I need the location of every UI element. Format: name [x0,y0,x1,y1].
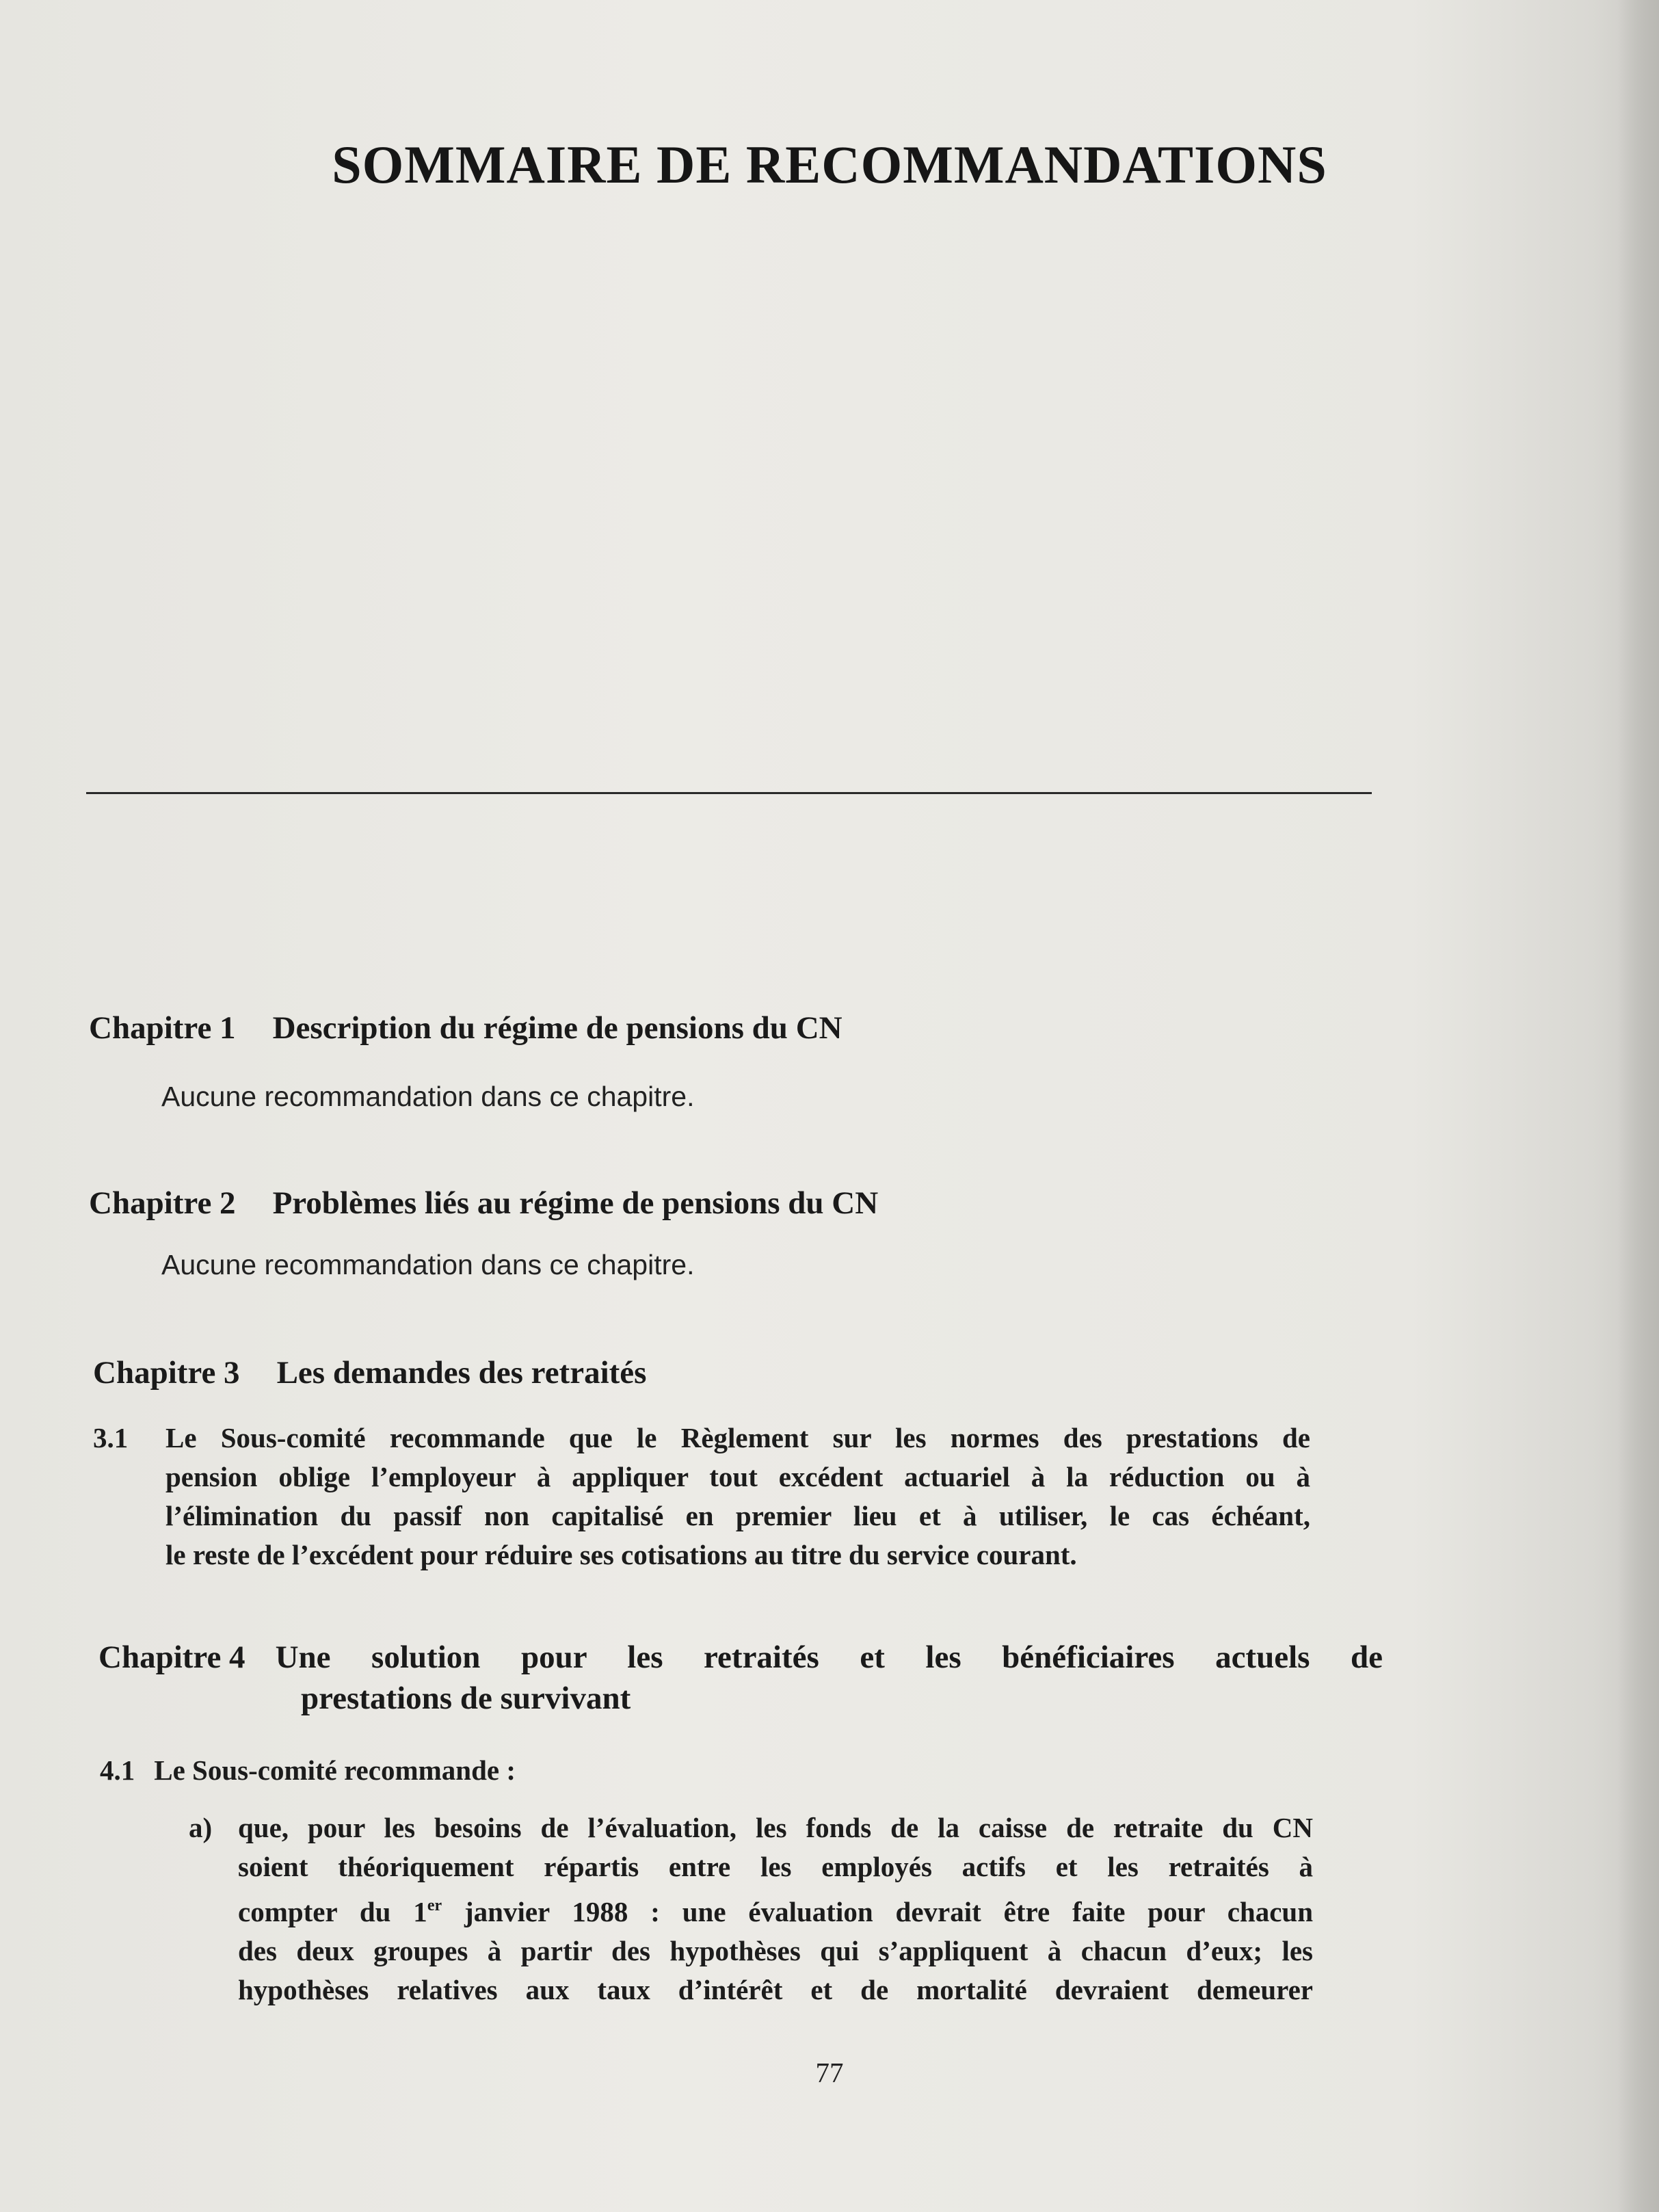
chapter-title: Problèmes liés au régime de pensions du CN [272,1185,879,1221]
chapter-1-heading [89,1010,842,1046]
item-label: a) [189,1812,213,1843]
horizontal-rule [86,792,1372,794]
recommendation-line: l’élimination du passif non capitalisé en premier lieu et à utiliser, le cas échéant, [165,1500,1310,1531]
page-number: 77 [815,2057,844,2088]
chapter-4-heading [98,1639,1383,1717]
chapter-number: Chapitre 4 [98,1640,245,1675]
item-line [238,1886,1313,1932]
recommendation-intro: Le Sous-comité recommande : [154,1754,516,1786]
item-line: que, pour les besoins de l’évaluation, les fonds de la caisse de retraite du CN [238,1812,1313,1843]
recommendation-line: pension oblige l’employeur à appliquer tout excédent actuariel à la réduction ou à [165,1461,1310,1492]
chapter-number: Chapitre 1 [89,1010,236,1046]
item-text: compter du 1 [238,1896,427,1927]
recommendation-4-1-item-a [189,1808,1313,2010]
chapter-number: Chapitre 3 [93,1355,240,1391]
chapter-1-note: Aucune recommandation dans ce chapitre. [161,1081,695,1112]
chapter-title-continued: prestations de survivant [301,1681,631,1716]
item-text: janvier 1988 : une évaluation devrait être faite pour chacun [442,1896,1313,1927]
recommendation-line: Le Sous-comité recommande que le Règlement sur les normes des prestations de [165,1422,1310,1453]
chapter-2-note: Aucune recommandation dans ce chapitre. [161,1249,695,1280]
chapter-title: Description du régime de pensions du CN [272,1010,842,1046]
chapter-2-heading [89,1185,878,1222]
page-edge-shadow [1618,0,1659,2212]
recommendation-number: 4.1 [100,1754,135,1786]
chapter-title: Une solution pour les retraités et les bénéficiaires actuels de [275,1640,1383,1675]
recommendation-4-1-heading [100,1754,516,1787]
item-line: hypothèses relatives aux taux d’intérêt et de mortalité devraient demeurer [238,1974,1313,2005]
chapter-3-heading [93,1354,646,1391]
page-title: SOMMAIRE DE RECOMMANDATIONS [332,135,1327,194]
recommendation-3-1 [93,1419,1310,1575]
chapter-number: Chapitre 2 [89,1185,236,1221]
chapter-title: Les demandes des retraités [276,1355,647,1391]
item-line: soient théoriquement répartis entre les employés actifs et les retraités à [238,1851,1313,1882]
recommendation-line: le reste de l’excédent pour réduire ses cotisations au titre du service courant. [165,1539,1077,1570]
item-line: des deux groupes à partir des hypothèses qui s’appliquent à chacun d’eux; les [238,1935,1313,1966]
ordinal-superscript: er [427,1897,442,1914]
recommendation-number: 3.1 [93,1422,129,1453]
